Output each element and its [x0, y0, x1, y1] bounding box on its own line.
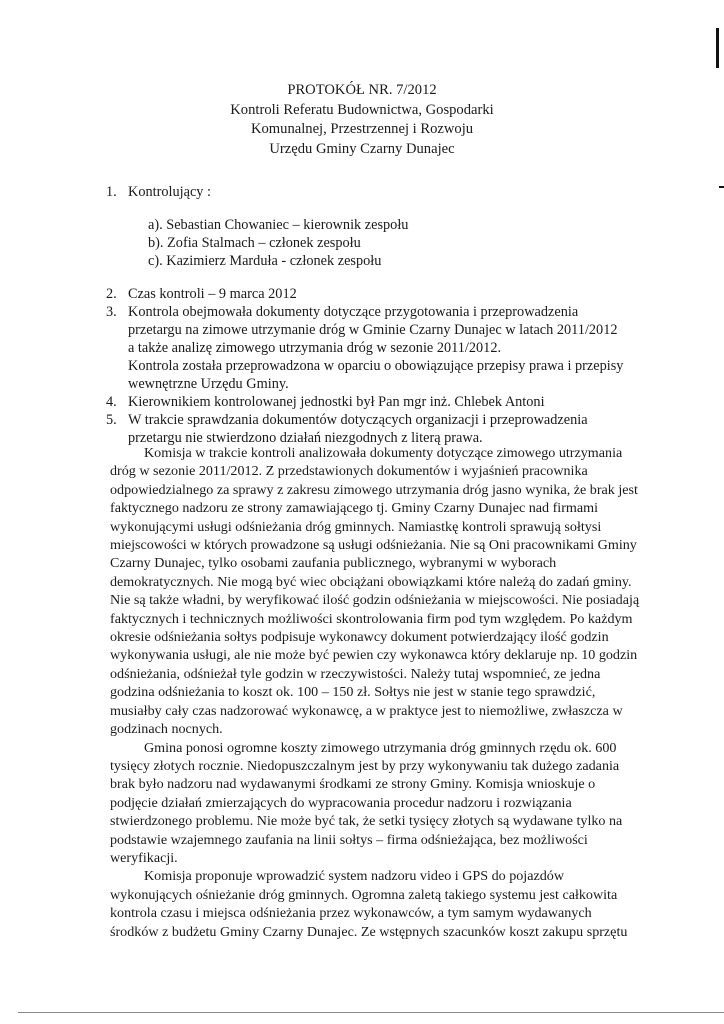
body-text: [110, 444, 640, 941]
protocol-title: PROTOKÓŁ NR. 7/2012: [287, 82, 437, 98]
inspector-b: b). Zofia Stalmach – członek zespołu: [148, 235, 361, 251]
paragraph-line: podjęcie działań zmierzających do wypracowania procedur nadzoru i rozwiązania: [110, 794, 572, 811]
paragraph-line: faktycznego nadzoru ze strony zamawiającego tj. Gminy Czarny Dunajec nad firmami: [110, 500, 598, 517]
inspector-a: a). Sebastian Chowaniec – kierownik zespołu: [148, 217, 409, 233]
paragraph-line: kontrola czasu i miejsca odśnieżania przez wykonawców, a tym samym wydawanych: [110, 905, 592, 922]
paragraph-line: miejscowości w których prowadzone są usługi odśnieżania. Nie są Oni pracownikami Gminy: [110, 537, 637, 554]
scan-edge-mark-top: [716, 28, 719, 68]
paragraph-line: podstawie wzajemnego zaufania na linii sołtys – firma odśnieżająca, bez możliwości: [110, 831, 588, 848]
list-item-3-line-4: Kontrola została przeprowadzona w oparciu o obowiązujące przepisy prawa i przepisy: [128, 358, 624, 374]
header-subtitle-line-1: Kontroli Referatu Budownictwa, Gospodarki: [230, 101, 494, 118]
list-number-4: 4.: [106, 394, 117, 410]
list-item-3-line-2: przetargu na zimowe utrzymanie dróg w Gminie Czarny Dunajec w latach 2011/2012: [128, 322, 618, 338]
list-item-5-line-1: W trakcie sprawdzania dokumentów dotyczących organizacji i przeprowadzenia: [128, 412, 588, 428]
list-item-3-line-5: wewnętrzne Urzędu Gminy.: [128, 376, 289, 392]
paragraph-line: Komisja w trakcie kontroli analizowała dokumenty dotyczące zimowego utrzymania: [144, 445, 623, 461]
list-item-3-line-1: Kontrola obejmowała dokumenty dotyczące przygotowania i przeprowadzenia: [128, 304, 579, 320]
paragraph-line: faktycznych i technicznych możliwości skontrolowania firm pod tym względem. Po każdym: [110, 610, 633, 627]
list-number-1: 1.: [106, 184, 117, 200]
paragraph-3: [110, 867, 630, 941]
paragraph-2: [110, 739, 630, 868]
header-subtitle-line-2: Komunalnej, Przestrzennej i Rozwoju: [250, 121, 474, 137]
paragraph-line: tysięcy złotych rocznie. Niedopuszczalnym jest by przy wykonywaniu tak dużego zadania: [110, 757, 620, 774]
paragraph-line: godzinach nocnych.: [110, 721, 223, 738]
paragraph-line: demokratycznych. Nie mogą być wiec obciążani obowiązkami które należą do zadań gminy.: [110, 573, 632, 590]
paragraph-line: Czarny Dunajec, tylko osobami zaufania publicznego, wybranymi w wyborach: [110, 555, 557, 572]
paragraph-line: stwierdzonego problemu. Nie może być tak, że setki tysięcy złotych są wydawane tylko na: [110, 813, 623, 830]
paragraph-line: odśnieżania, odśnieżał tyle godzin w rzeczywistości. Należy tutaj wspomnieć, ze jedna: [110, 665, 601, 682]
list-item-1-text: Kontrolujący :: [128, 184, 211, 200]
header-subtitle-line-3: Urzędu Gminy Czarny Dunajec: [269, 140, 455, 157]
paragraph-line: wykonującymi usługi odśnieżania dróg gminnych. Namiastkę kontroli sprawują sołtysi: [110, 518, 602, 535]
paragraph-line: Komisja proponuje wprowadzić system nadzoru video i GPS do pojazdów: [144, 868, 564, 885]
paragraph-line: Nie są także władni, by weryfikować ilość godzin odśnieżania w miejscowości. Nie posiadają: [110, 592, 640, 609]
paragraph-line: wykonujących ośnieżanie dróg gminnych. Ogromna zaletą takiego systemu jest całkowita: [110, 886, 618, 903]
paragraph-1: [110, 444, 640, 739]
paragraph-line: okresie odśnieżania sołtys podpisuje wykonawcy dokument potwierdzający ilość godzin: [110, 629, 609, 646]
list-item-2-text: Czas kontroli – 9 marca 2012: [128, 286, 297, 302]
document-header: [0, 81, 724, 159]
paragraph-line: Gmina ponosi ogromne koszty zimowego utrzymania dróg gminnych rzędu ok. 600: [144, 739, 617, 756]
paragraph-line: środków z budżetu Gminy Czarny Dunajec. Ze wstępnych szacunków koszt zakupu sprzętu: [110, 923, 628, 940]
list-item-3-line-3: a także analizę zimowego utrzymania dróg w sezonie 2011/2012.: [128, 340, 502, 356]
inspector-c: c). Kazimierz Marduła - członek zespołu: [148, 253, 382, 269]
scan-edge-mark-middle: [719, 186, 724, 188]
scan-bottom-edge: [18, 1012, 724, 1013]
paragraph-line: brak było nadzoru nad wydawanymi środkami ze strony Gminy. Komisja wnioskuje o: [110, 776, 596, 793]
list-number-2: 2.: [106, 286, 117, 302]
list-item-5-line-2: przetargu nie stwierdzono działań niezgodnych z literą prawa.: [128, 430, 483, 446]
list-item-4-text: Kierownikiem kontrolowanej jednostki był Pan mgr inż. Chlebek Antoni: [128, 394, 545, 410]
paragraph-line: odpowiedzialnego za sprawy z zakresu zimowego utrzymania dróg jasno wynika, że brak jest: [110, 481, 638, 498]
paragraph-line: godzina odśnieżania to koszt ok. 100 – 150 zł. Sołtys nie jest w stanie tego sprawdzić,: [110, 684, 596, 701]
paragraph-line: weryfikacji.: [110, 849, 178, 866]
list-number-3: 3.: [106, 304, 117, 320]
paragraph-line: dróg w sezonie 2011/2012. Z przedstawionych dokumentów i wyjaśnień pracownika: [110, 463, 588, 480]
list-number-5: 5.: [106, 412, 117, 428]
paragraph-line: musiałby cały czas nadzorować wykonawcę, a w praktyce jest to niemożliwe, zwłaszcza w: [110, 702, 623, 719]
paragraph-line: wykonywania usługi, ale nie może być pewien czy wykonawca który deklaruje np. 10 godzin: [110, 647, 638, 664]
